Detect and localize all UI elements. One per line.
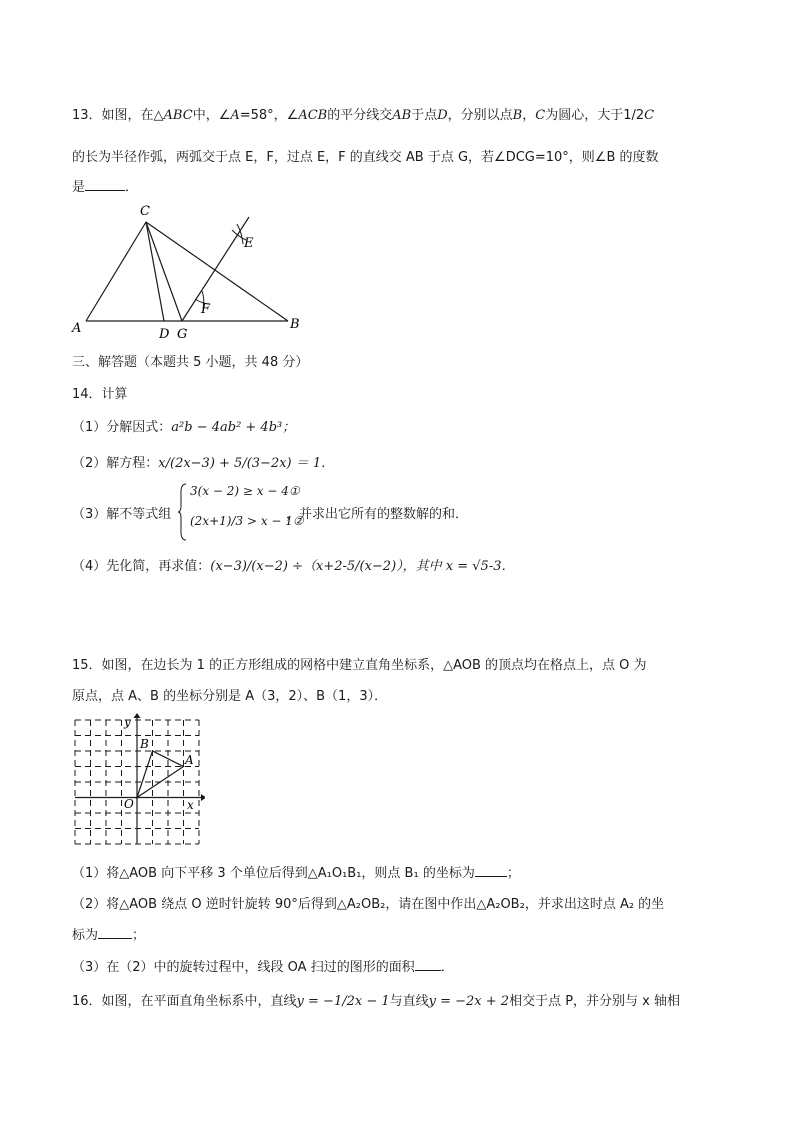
q15-part-3: （3）在（2）中的旋转过程中，线段 OA 扫过的图形的面积 ．: [72, 960, 454, 975]
q14-part-2: （2）解方程：x/(2x−3) + 5/(3−2x) ＝ 1．: [72, 456, 335, 471]
q13-line-3: 是 ．: [72, 180, 139, 195]
label-B: B: [290, 317, 300, 332]
y-axis-arrow: [134, 713, 141, 718]
q13-line-2: 的长为半径作弧，两弧交于点 E，F，过点 E，F 的直线交 AB 于点 G，若∠DCG=10°，则∠B 的度数: [72, 150, 659, 165]
label-A: A: [72, 321, 82, 336]
segment-AC: [86, 222, 146, 321]
q14-part-1: （1）分解因式：a²b − 4ab² + 4b³；: [72, 420, 296, 435]
label-F: F: [201, 302, 211, 317]
graph-label-x: x: [187, 798, 194, 812]
answer-blank[interactable]: [415, 958, 441, 971]
q13-line-1: 13．如图，在△ABC中，∠A=58°，∠ACB的平分线交AB于点D，分别以点B，C为圆心，大于1/2C: [72, 108, 655, 123]
inequality-1: 3(x − 2) ≥ x − 4①: [190, 484, 300, 498]
x-axis-arrow: [201, 794, 205, 801]
system-brace: [178, 482, 188, 542]
coordinate-grid-figure: [70, 712, 205, 847]
q14-title: 14．计算: [72, 387, 128, 402]
label-G: G: [177, 327, 188, 342]
q16-line-1: 16．如图，在平面直角坐标系中，直线y = −1/2x − 1与直线y = −2x + 2相交于点 P，并分别与 x 轴相: [72, 994, 681, 1009]
q15-part-2: （2）将△AOB 绕点 O 逆时针旋转 90°后得到△A₂OB₂，请在图中作出△A₂OB₂，并求出这时点 A₂ 的坐: [72, 897, 665, 912]
graph-label-A: A: [185, 753, 194, 767]
answer-blank[interactable]: [475, 864, 507, 877]
q14-part-4: （4）先化简，再求值：(x−3)/(x−2) ÷（x+2-5/(x−2)），其中 x = √5-3．: [72, 559, 515, 574]
graph-label-B: B: [140, 737, 149, 751]
label-E: E: [244, 236, 254, 251]
label-D: D: [159, 327, 170, 342]
inequality-2: (2x+1)/3 > x − 1②: [190, 514, 304, 528]
perpendicular-bisector-EF: [182, 217, 249, 321]
segment-CB: [146, 222, 288, 321]
q15-part-2-cont: 标为 ；: [72, 928, 146, 943]
section-3-heading: 三、解答题（本题共 5 小题，共 48 分）: [72, 355, 309, 370]
graph-label-O: O: [124, 797, 134, 811]
segment-CG: [146, 222, 182, 321]
triangle-AOB: [137, 751, 184, 798]
triangle-figure: [66, 200, 316, 345]
q14-part-3: （3）解不等式组: [72, 507, 172, 522]
q15-line-1: 15．如图，在边长为 1 的正方形组成的网格中建立直角坐标系，△AOB 的顶点均在格点上，点 O 为: [72, 658, 647, 673]
segment-CD: [146, 222, 164, 321]
half-fraction: 1/2: [623, 108, 645, 123]
label-C: C: [140, 204, 150, 219]
answer-blank[interactable]: [85, 178, 125, 191]
q15-line-2: 原点，点 A、B 的坐标分别是 A（3，2）、B（1，3）．: [72, 689, 388, 704]
q14-part-3-tail: ，并求出它所有的整数解的和．: [286, 507, 469, 522]
graph-label-y: y: [124, 715, 131, 729]
q15-part-1: （1）将△AOB 向下平移 3 个单位后得到△A₁O₁B₁，则点 B₁ 的坐标为 ；: [72, 866, 520, 881]
answer-blank[interactable]: [98, 926, 132, 939]
